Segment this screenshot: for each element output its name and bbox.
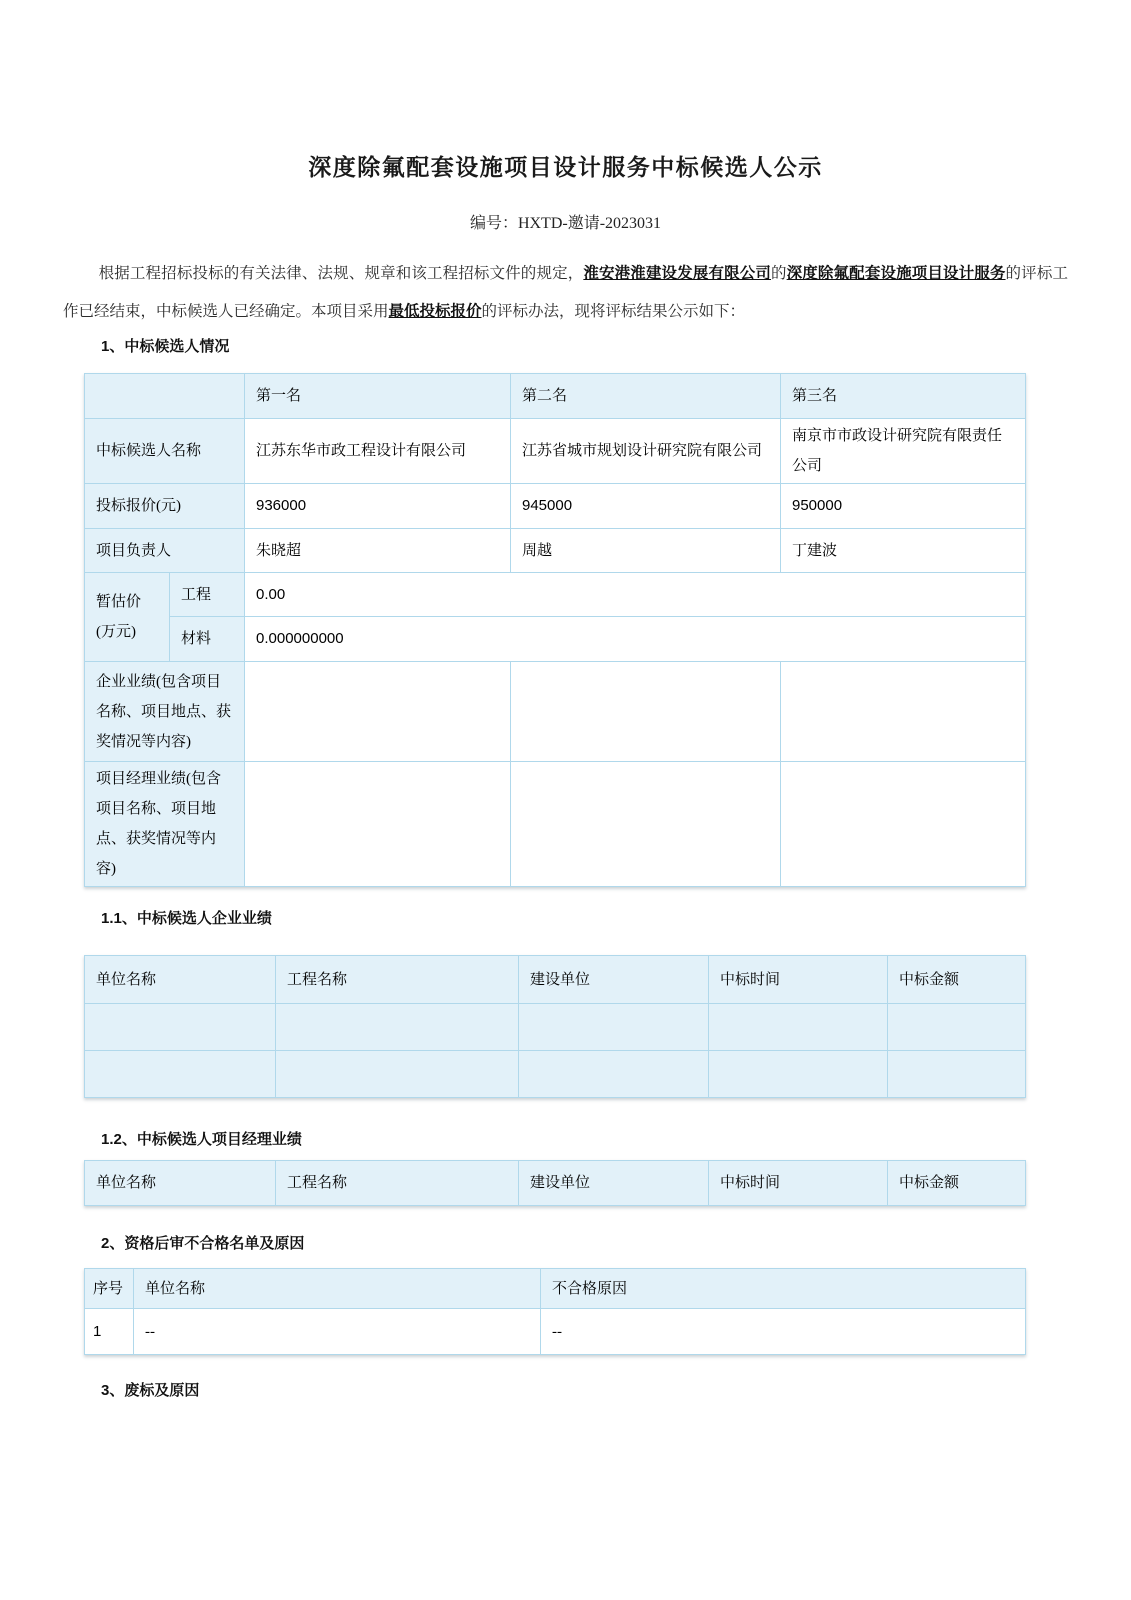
manager-performance-row <box>85 762 1026 887</box>
column-header-project: 工程名称 <box>276 956 519 1004</box>
table-header-row <box>85 1269 1026 1309</box>
bid-price-3: 950000 <box>781 484 1026 529</box>
empty-cell <box>511 662 781 762</box>
candidates-header-row <box>85 374 1026 419</box>
provisional-sub-label-engineering: 工程 <box>170 573 245 617</box>
bid-price-2: 945000 <box>511 484 781 529</box>
bid-price-1: 936000 <box>245 484 511 529</box>
provisional-sub-label-material: 材料 <box>170 617 245 662</box>
table-row <box>85 1309 1026 1355</box>
empty-cell <box>85 1004 276 1051</box>
table-row <box>85 1004 1026 1051</box>
provisional-material-row <box>85 617 1026 662</box>
empty-cell <box>276 1051 519 1098</box>
empty-cell <box>85 1051 276 1098</box>
empty-cell <box>781 762 1026 887</box>
column-header-unit: 单位名称 <box>85 1161 276 1206</box>
empty-cell <box>511 762 781 887</box>
empty-cell <box>888 1004 1026 1051</box>
empty-cell <box>709 1004 888 1051</box>
intro-text-4: 的评标办法，现将评标结果公示如下： <box>481 303 746 320</box>
empty-cell <box>709 1051 888 1098</box>
reason-cell: -- <box>541 1309 1026 1355</box>
empty-cell <box>888 1051 1026 1098</box>
row-label-name: 中标候选人名称 <box>85 419 245 484</box>
candidates-table <box>84 373 1026 887</box>
candidate-name-2: 江苏省城市规划设计研究院有限公司 <box>511 419 781 484</box>
company-performance-table <box>84 955 1026 1098</box>
section-1-2-heading: 1.2、中标候选人项目经理业绩 <box>101 1131 302 1148</box>
intro-paragraph <box>63 255 1068 331</box>
column-header-builder: 建设单位 <box>519 1161 709 1206</box>
row-label-provisional: 暂估价(万元) <box>85 573 170 662</box>
project-name: 深度除氟配套设施项目设计服务 <box>786 265 1006 282</box>
column-header-amount: 中标金额 <box>888 956 1026 1004</box>
column-header-project: 工程名称 <box>276 1161 519 1206</box>
column-header-unit: 单位名称 <box>134 1269 541 1309</box>
intro-text-2: 的 <box>771 265 787 282</box>
table-header-row <box>85 1161 1026 1206</box>
empty-cell <box>276 1004 519 1051</box>
row-label-manager-perf: 项目经理业绩(包含项目名称、项目地点、获奖情况等内容) <box>85 762 245 887</box>
page-title: 深度除氟配套设施项目设计服务中标候选人公示 <box>308 155 823 180</box>
column-header-reason: 不合格原因 <box>541 1269 1026 1309</box>
empty-cell <box>781 662 1026 762</box>
section-1-heading: 1、中标候选人情况 <box>101 338 230 355</box>
project-manager-3: 丁建波 <box>781 529 1026 573</box>
column-header-builder: 建设单位 <box>519 956 709 1004</box>
column-header-unit: 单位名称 <box>85 956 276 1004</box>
provisional-engineering-row <box>85 573 1026 617</box>
rank-2-header: 第二名 <box>511 374 781 419</box>
tenderer-name: 淮安港淮建设发展有限公司 <box>583 265 771 282</box>
candidate-name-1: 江苏东华市政工程设计有限公司 <box>245 419 511 484</box>
section-3-heading: 3、废标及原因 <box>101 1382 200 1399</box>
provisional-engineering-value: 0.00 <box>245 573 1026 617</box>
table-row <box>85 1051 1026 1098</box>
empty-cell <box>245 762 511 887</box>
rank-1-header: 第一名 <box>245 374 511 419</box>
column-header-time: 中标时间 <box>709 1161 888 1206</box>
index-cell: 1 <box>85 1309 134 1355</box>
company-performance-row <box>85 662 1026 762</box>
rank-3-header: 第三名 <box>781 374 1026 419</box>
column-header-time: 中标时间 <box>709 956 888 1004</box>
doc-number: 编号：HXTD-邀请-2023031 <box>469 215 662 232</box>
evaluation-method: 最低投标报价 <box>388 303 482 320</box>
unit-name-cell: -- <box>134 1309 541 1355</box>
candidate-name-row <box>85 419 1026 484</box>
row-label-price: 投标报价(元) <box>85 484 245 529</box>
table-header-row <box>85 956 1026 1004</box>
empty-cell <box>519 1051 709 1098</box>
section-2-heading: 2、资格后审不合格名单及原因 <box>101 1235 305 1252</box>
column-header-amount: 中标金额 <box>888 1161 1026 1206</box>
project-manager-1: 朱晓超 <box>245 529 511 573</box>
row-label-manager: 项目负责人 <box>85 529 245 573</box>
section-1-1-heading: 1.1、中标候选人企业业绩 <box>101 910 272 927</box>
candidate-name-3: 南京市市政设计研究院有限责任公司 <box>781 419 1026 484</box>
project-manager-2: 周越 <box>511 529 781 573</box>
empty-cell <box>245 662 511 762</box>
provisional-material-value: 0.000000000 <box>245 617 1026 662</box>
corner-cell <box>85 374 245 419</box>
empty-cell <box>519 1004 709 1051</box>
row-label-company-perf: 企业业绩(包含项目名称、项目地点、获奖情况等内容) <box>85 662 245 762</box>
disqualified-table <box>84 1268 1026 1355</box>
intro-text-1: 根据工程招标投标的有关法律、法规、规章和该工程招标文件的规定， <box>98 265 584 282</box>
project-manager-row <box>85 529 1026 573</box>
bid-price-row <box>85 484 1026 529</box>
manager-performance-table <box>84 1160 1026 1206</box>
intro-text-3: 的评标工作已经结束，中标候选人已经确定。本项目采用 <box>63 265 1068 320</box>
column-header-index: 序号 <box>85 1269 134 1309</box>
